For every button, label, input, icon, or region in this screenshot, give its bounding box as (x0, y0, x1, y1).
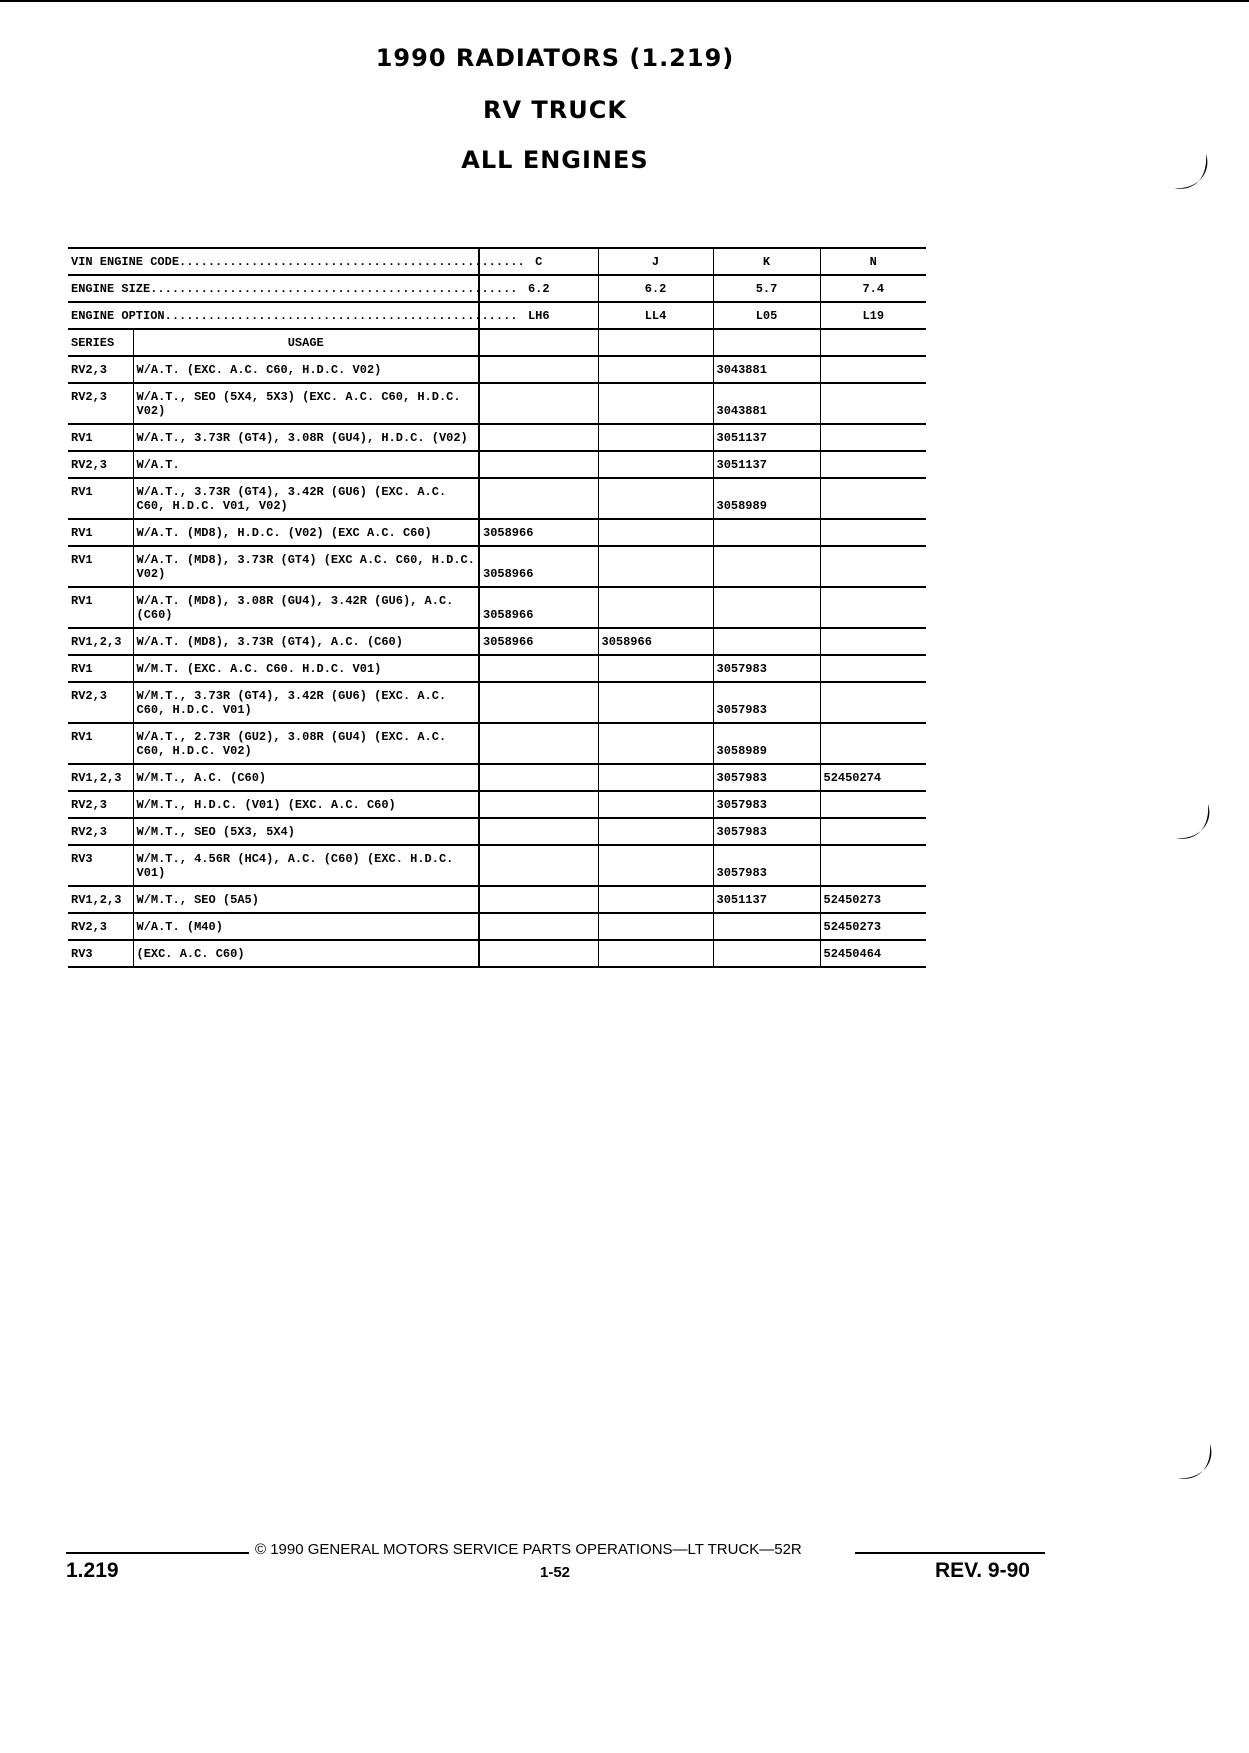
part-number-cell (598, 519, 713, 546)
header-row-size (68, 275, 926, 302)
series-header: SERIES (68, 329, 133, 356)
usage-cell: W/A.T. (MD8), 3.73R (GT4), A.C. (C60) (133, 628, 479, 655)
radiator-parts-table (68, 247, 926, 968)
part-number-cell (598, 764, 713, 791)
series-cell: RV1,2,3 (68, 886, 133, 913)
usage-cell: W/A.T., 3.73R (GT4), 3.08R (GU4), H.D.C. (V02) (133, 424, 479, 451)
table-row (68, 587, 926, 628)
table-row (68, 519, 926, 546)
usage-cell: W/M.T., 4.56R (HC4), A.C. (C60) (EXC. H.D.C. V01) (133, 845, 479, 886)
part-number-cell (713, 519, 820, 546)
part-number-cell: 3057983 (713, 845, 820, 886)
part-number-cell (820, 546, 926, 587)
vin-code: J (598, 248, 713, 275)
part-number-cell (598, 356, 713, 383)
series-cell: RV3 (68, 940, 133, 967)
part-number-cell (713, 913, 820, 940)
page-title: 1990 RADIATORS (1.219) (375, 44, 735, 72)
series-cell: RV1 (68, 587, 133, 628)
table-row (68, 940, 926, 967)
part-number-cell (479, 655, 598, 682)
vin-code: K (713, 248, 820, 275)
footer-copyright: © 1990 GENERAL MOTORS SERVICE PARTS OPERATIONS—LT TRUCK—52R (255, 1541, 802, 1558)
series-cell: RV1 (68, 546, 133, 587)
series-cell: RV2,3 (68, 818, 133, 845)
usage-cell: W/M.T., A.C. (C60) (133, 764, 479, 791)
part-number-cell (598, 424, 713, 451)
usage-cell: W/A.T. (MD8), 3.73R (GT4) (EXC A.C. C60, H.D.C. V02) (133, 546, 479, 587)
table-row (68, 845, 926, 886)
engine-size: 5.7 (713, 275, 820, 302)
part-number-cell: 3058966 (479, 628, 598, 655)
table-row (68, 546, 926, 587)
engine-option-label: ENGINE OPTION................................................. (68, 302, 479, 329)
series-cell: RV2,3 (68, 682, 133, 723)
engine-option: LL4 (598, 302, 713, 329)
part-number-cell (479, 682, 598, 723)
part-number-cell (598, 546, 713, 587)
table-row (68, 886, 926, 913)
part-number-cell (598, 682, 713, 723)
table-row (68, 451, 926, 478)
engine-size: 7.4 (820, 275, 926, 302)
part-number-cell (479, 424, 598, 451)
table-row (68, 628, 926, 655)
header-row-option (68, 302, 926, 329)
part-number-cell (479, 886, 598, 913)
top-border (0, 0, 1249, 2)
part-number-cell: 52450274 (820, 764, 926, 791)
part-number-cell (713, 546, 820, 587)
part-number-cell (598, 478, 713, 519)
table-row (68, 913, 926, 940)
part-number-cell: 3058966 (479, 519, 598, 546)
part-number-cell (820, 519, 926, 546)
part-number-cell (820, 628, 926, 655)
part-number-cell (479, 845, 598, 886)
part-number-cell: 3057983 (713, 818, 820, 845)
usage-header: USAGE (133, 329, 479, 356)
part-number-cell: 3051137 (713, 451, 820, 478)
part-number-cell (479, 723, 598, 764)
table-row (68, 764, 926, 791)
binder-hole-mark (1170, 800, 1216, 846)
usage-cell: W/A.T. (MD8), H.D.C. (V02) (EXC A.C. C60) (133, 519, 479, 546)
footer-revision: REV. 9-90 (935, 1559, 1030, 1582)
footer-page-number: 1-52 (539, 1564, 571, 1581)
usage-cell: W/M.T., SEO (5X3, 5X4) (133, 818, 479, 845)
part-number-cell (820, 587, 926, 628)
part-number-cell (598, 845, 713, 886)
usage-cell: W/M.T. (EXC. A.C. C60. H.D.C. V01) (133, 655, 479, 682)
part-number-cell (820, 791, 926, 818)
part-number-cell: 52450464 (820, 940, 926, 967)
header-row-vin (68, 248, 926, 275)
part-number-cell (820, 424, 926, 451)
part-number-cell: 3043881 (713, 383, 820, 424)
series-cell: RV1 (68, 655, 133, 682)
binder-hole-mark (1168, 150, 1214, 196)
empty-header-cell (820, 329, 926, 356)
part-number-cell (479, 940, 598, 967)
empty-header-cell (479, 329, 598, 356)
part-number-cell (598, 886, 713, 913)
series-cell: RV2,3 (68, 356, 133, 383)
part-number-cell (820, 682, 926, 723)
part-number-cell: 3058989 (713, 478, 820, 519)
part-number-cell (479, 818, 598, 845)
part-number-cell: 3057983 (713, 791, 820, 818)
usage-cell: W/A.T. (133, 451, 479, 478)
header-row-columns (68, 329, 926, 356)
part-number-cell (598, 940, 713, 967)
series-cell: RV2,3 (68, 451, 133, 478)
part-number-cell (713, 940, 820, 967)
engine-option: L19 (820, 302, 926, 329)
engine-option: L05 (713, 302, 820, 329)
part-number-cell (479, 383, 598, 424)
binder-hole-mark (1172, 1440, 1218, 1486)
part-number-cell (479, 356, 598, 383)
usage-cell: W/A.T., SEO (5X4, 5X3) (EXC. A.C. C60, H.D.C. V02) (133, 383, 479, 424)
part-number-cell (598, 451, 713, 478)
part-number-cell: 3051137 (713, 886, 820, 913)
part-number-cell (598, 655, 713, 682)
usage-cell: W/A.T., 3.73R (GT4), 3.42R (GU6) (EXC. A.C. C60, H.D.C. V01, V02) (133, 478, 479, 519)
part-number-cell (479, 913, 598, 940)
part-number-cell (479, 451, 598, 478)
table-row (68, 682, 926, 723)
vin-code: C (479, 248, 598, 275)
table-row (68, 655, 926, 682)
vin-engine-code-label: VIN ENGINE CODE................................................ (68, 248, 479, 275)
table-row (68, 356, 926, 383)
part-number-cell (713, 628, 820, 655)
table-row (68, 818, 926, 845)
part-number-cell: 3043881 (713, 356, 820, 383)
part-number-cell (598, 818, 713, 845)
part-number-cell (820, 818, 926, 845)
part-number-cell (598, 791, 713, 818)
usage-cell: W/M.T., H.D.C. (V01) (EXC. A.C. C60) (133, 791, 479, 818)
part-number-cell: 3057983 (713, 655, 820, 682)
part-number-cell (479, 791, 598, 818)
part-number-cell (713, 587, 820, 628)
engine-size-label: ENGINE SIZE................................................... (68, 275, 479, 302)
engine-option: LH6 (479, 302, 598, 329)
part-number-cell (479, 478, 598, 519)
series-cell: RV1,2,3 (68, 628, 133, 655)
part-number-cell: 3058989 (713, 723, 820, 764)
part-number-cell: 52450273 (820, 913, 926, 940)
usage-cell: W/M.T., SEO (5A5) (133, 886, 479, 913)
vin-code: N (820, 248, 926, 275)
footer-section-number: 1.219 (66, 1559, 119, 1582)
footer-rule-left (66, 1552, 249, 1554)
table-row (68, 424, 926, 451)
series-cell: RV1 (68, 478, 133, 519)
part-number-cell (820, 383, 926, 424)
part-number-cell: 3051137 (713, 424, 820, 451)
series-cell: RV2,3 (68, 383, 133, 424)
part-number-cell (820, 845, 926, 886)
part-number-cell (598, 913, 713, 940)
part-number-cell (820, 356, 926, 383)
footer-rule-right (855, 1552, 1045, 1554)
usage-cell: (EXC. A.C. C60) (133, 940, 479, 967)
engine-size: 6.2 (479, 275, 598, 302)
part-number-cell (820, 451, 926, 478)
part-number-cell: 3057983 (713, 764, 820, 791)
table-row (68, 791, 926, 818)
page-subtitle-engines: ALL ENGINES (461, 146, 649, 174)
part-number-cell (598, 587, 713, 628)
part-number-cell (820, 655, 926, 682)
table-row (68, 383, 926, 424)
series-cell: RV2,3 (68, 791, 133, 818)
table-row (68, 478, 926, 519)
series-cell: RV2,3 (68, 913, 133, 940)
series-cell: RV1 (68, 424, 133, 451)
usage-cell: W/A.T. (MD8), 3.08R (GU4), 3.42R (GU6), A.C. (C60) (133, 587, 479, 628)
empty-header-cell (713, 329, 820, 356)
part-number-cell (479, 764, 598, 791)
part-number-cell (820, 723, 926, 764)
usage-cell: W/A.T. (EXC. A.C. C60, H.D.C. V02) (133, 356, 479, 383)
series-cell: RV3 (68, 845, 133, 886)
page-subtitle: RV TRUCK (483, 96, 627, 124)
table-row (68, 723, 926, 764)
engine-size: 6.2 (598, 275, 713, 302)
usage-cell: W/A.T., 2.73R (GU2), 3.08R (GU4) (EXC. A.C. C60, H.D.C. V02) (133, 723, 479, 764)
part-number-cell (598, 723, 713, 764)
series-cell: RV1,2,3 (68, 764, 133, 791)
part-number-cell: 3058966 (479, 587, 598, 628)
part-number-cell: 3058966 (479, 546, 598, 587)
empty-header-cell (598, 329, 713, 356)
part-number-cell: 52450273 (820, 886, 926, 913)
part-number-cell: 3057983 (713, 682, 820, 723)
part-number-cell: 3058966 (598, 628, 713, 655)
part-number-cell (598, 383, 713, 424)
series-cell: RV1 (68, 519, 133, 546)
usage-cell: W/M.T., 3.73R (GT4), 3.42R (GU6) (EXC. A.C. C60, H.D.C. V01) (133, 682, 479, 723)
usage-cell: W/A.T. (M40) (133, 913, 479, 940)
series-cell: RV1 (68, 723, 133, 764)
part-number-cell (820, 478, 926, 519)
